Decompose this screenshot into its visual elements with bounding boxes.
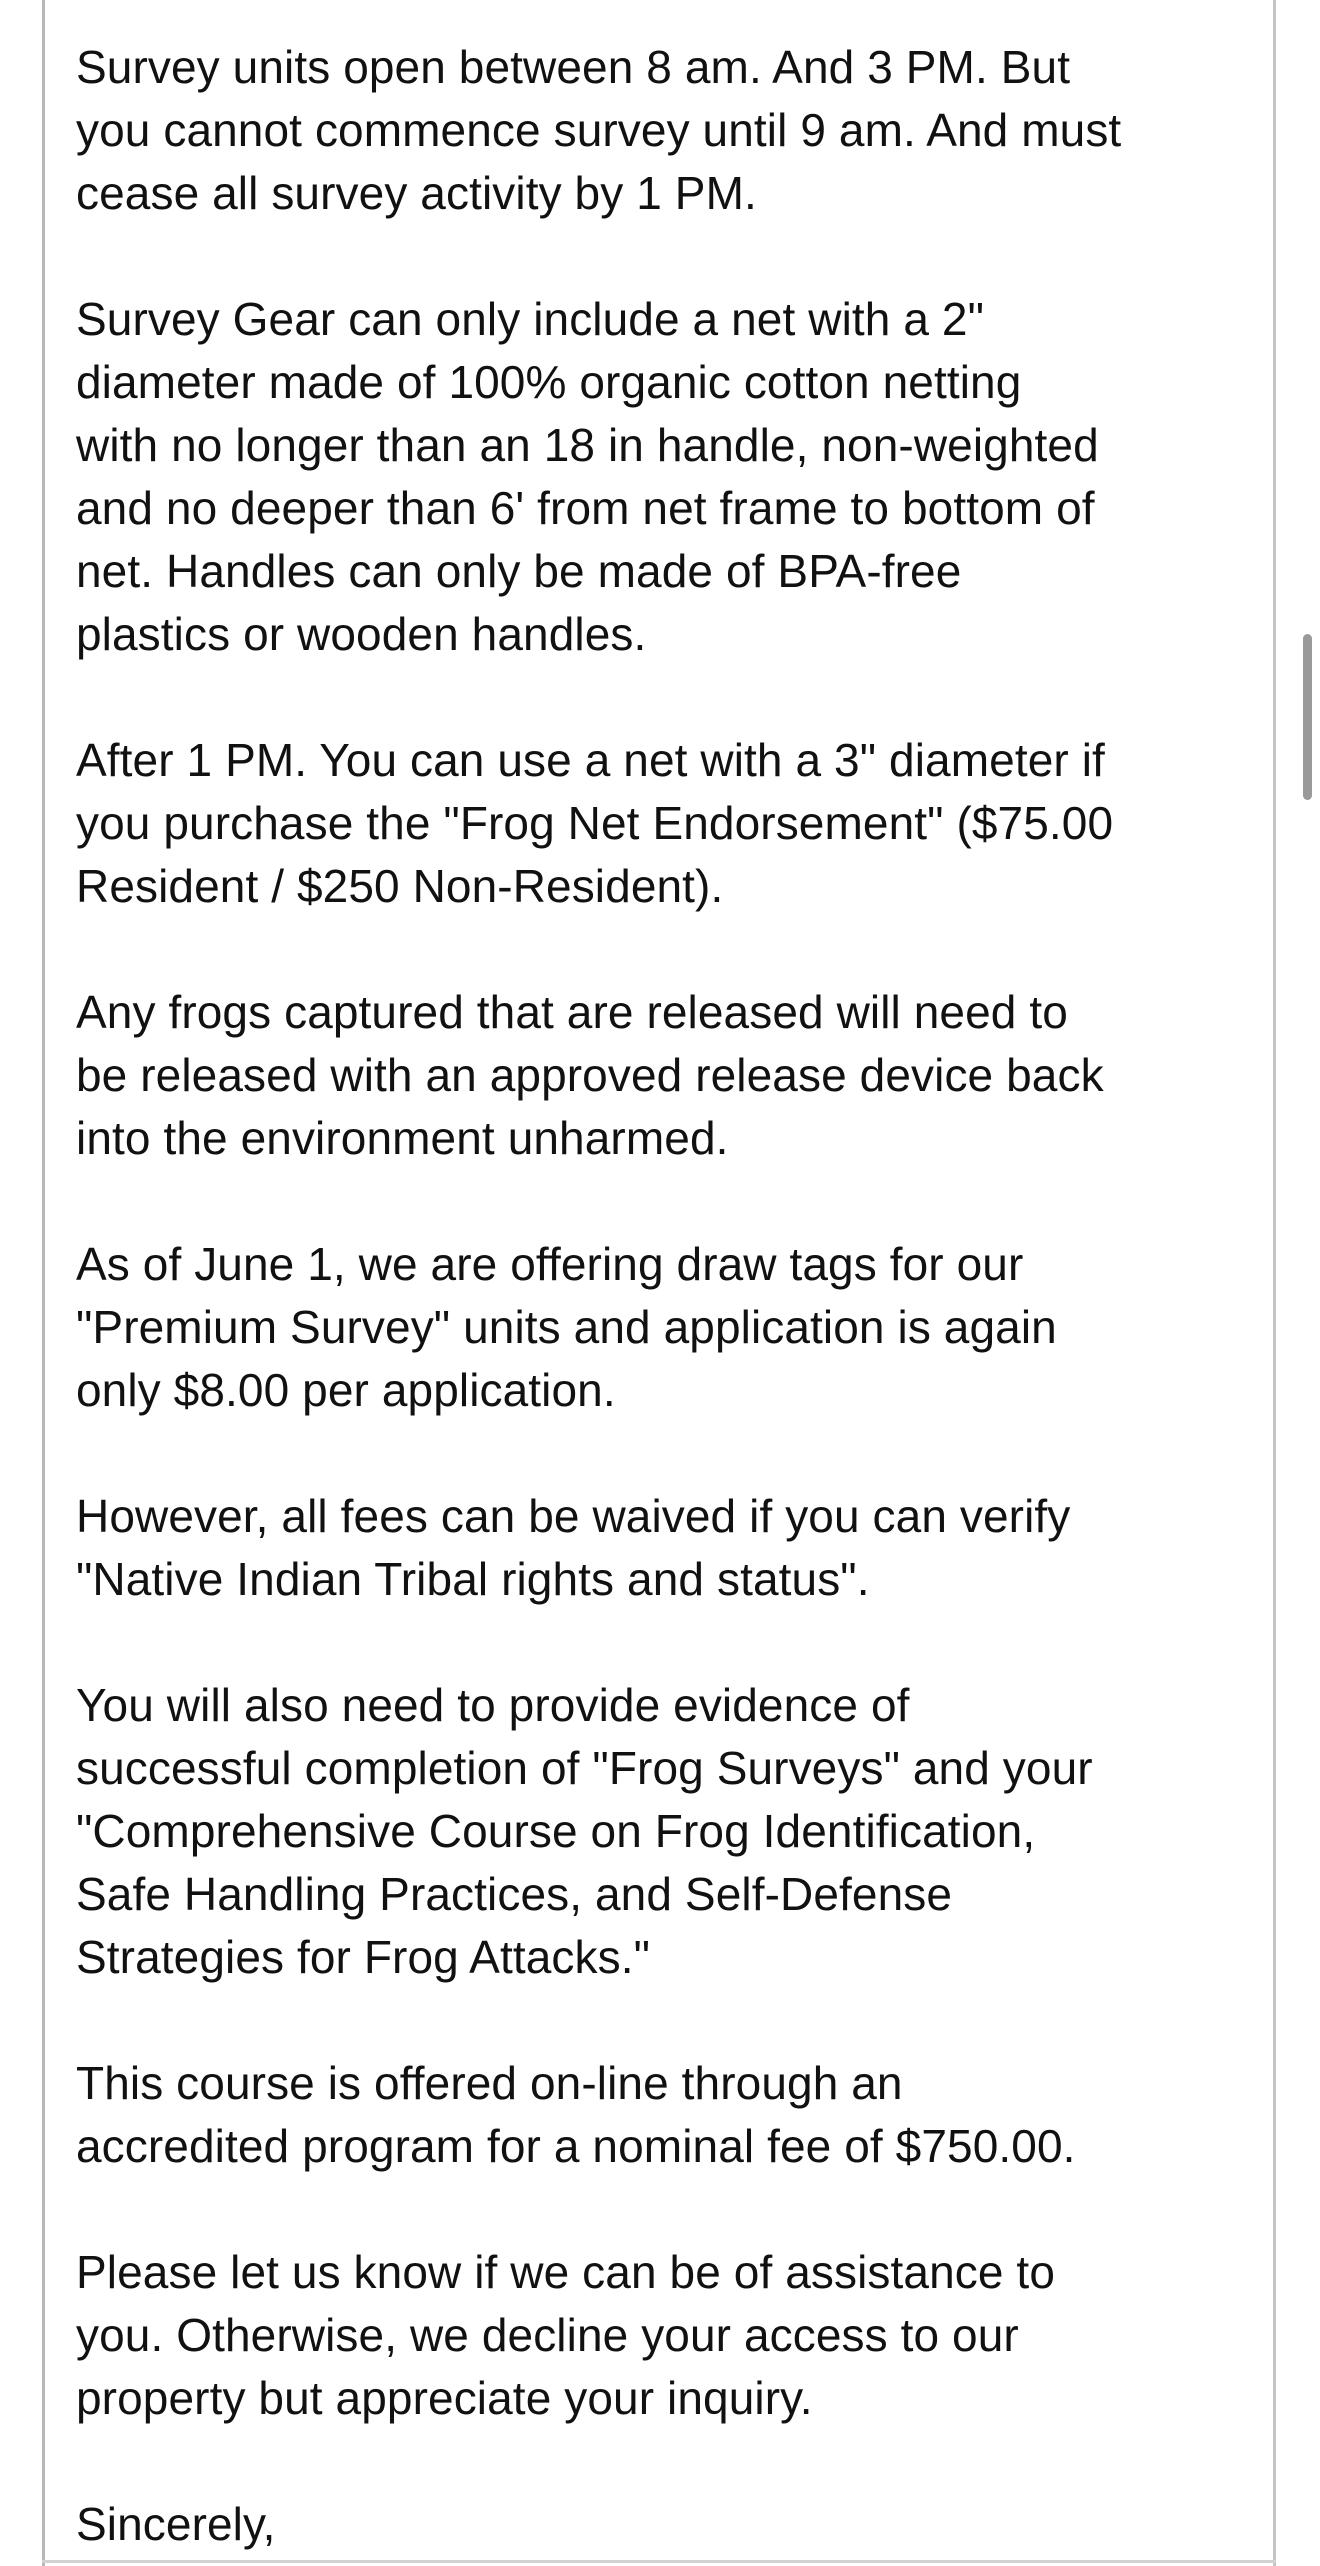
- message-right-border: [1273, 0, 1276, 2566]
- paragraph-evidence-requirements: You will also need to provide evidence of successful completion of "Frog Surveys" and your "Comprehensive Course on Frog Identification, Safe Handling Practices, and Self-Defense Strategies for Frog Attacks.": [76, 1679, 1093, 1983]
- paragraph-closing-note: Please let us know if we can be of assistance to you. Otherwise, we decline your access to our property but appreciate your inquiry.: [76, 2246, 1055, 2424]
- paragraph-signoff: Sincerely,: [76, 2498, 276, 2550]
- paragraph-survey-gear: Survey Gear can only include a net with a 2" diameter made of 100% organic cotton netting with no longer than an 18 in handle, non-weighted and no deeper than 6' from net frame to bottom of net. Handles can only be made of BPA-free plastics or wooden handles.: [76, 293, 1099, 660]
- message-left-border: [42, 0, 45, 2566]
- vertical-scrollbar-thumb[interactable]: [1303, 634, 1312, 800]
- paragraph-fee-waiver: However, all fees can be waived if you can verify "Native Indian Tribal rights and status".: [76, 1490, 1071, 1605]
- paragraph-release-rules: Any frogs captured that are released will need to be released with an approved release device back into the environment unharmed.: [76, 986, 1104, 1164]
- paragraph-survey-hours: Survey units open between 8 am. And 3 PM. But you cannot commence survey until 9 am. And must cease all survey activity by 1 PM.: [76, 41, 1122, 219]
- message-body: [76, 36, 1256, 2556]
- paragraph-course-fee: This course is offered on-line through an accredited program for a nominal fee of $750.00.: [76, 2057, 1076, 2172]
- paragraph-net-endorsement: After 1 PM. You can use a net with a 3" diameter if you purchase the "Frog Net Endorsement" ($75.00 Resident / $250 Non-Resident).: [76, 734, 1114, 912]
- paragraph-draw-tags: As of June 1, we are offering draw tags for our "Premium Survey" units and application is again only $8.00 per application.: [76, 1238, 1057, 1416]
- message-bottom-border: [42, 2560, 1276, 2563]
